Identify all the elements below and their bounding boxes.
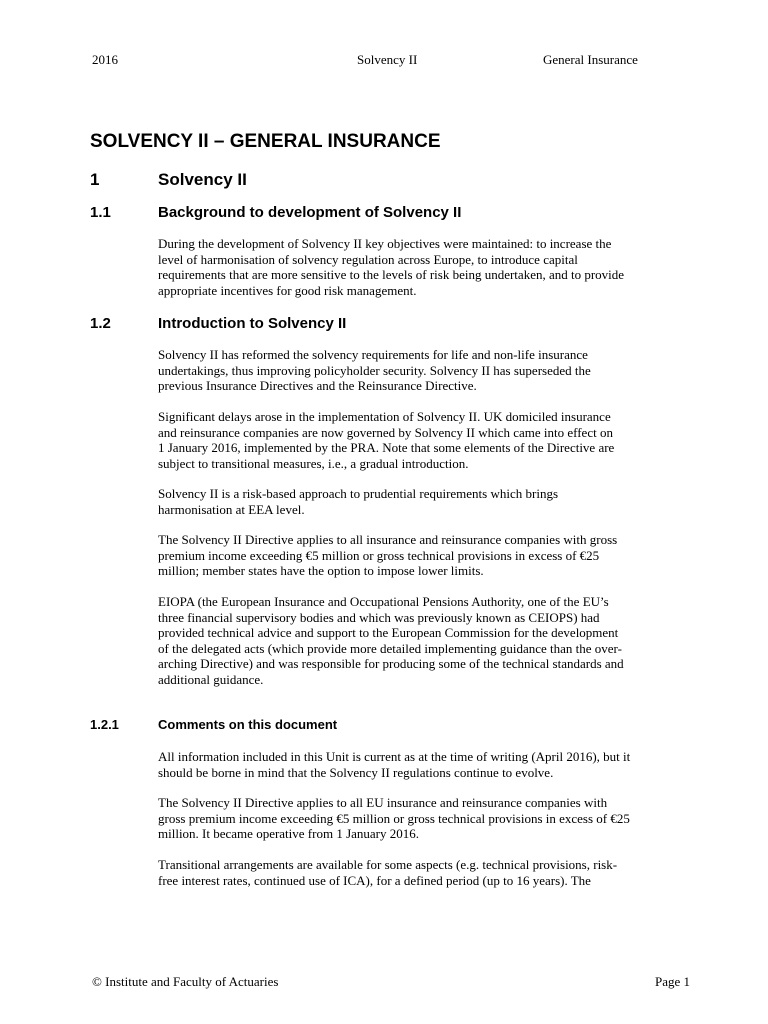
text-line: appropriate incentives for good risk management. <box>158 282 417 298</box>
text-line: Significant delays arose in the implementation of Solvency II. UK domiciled insurance <box>158 409 611 424</box>
text-line: undertakings, thus improving policyholder security. Solvency II has superseded the <box>158 362 591 378</box>
text-line: subject to transitional measures, i.e., a gradual introduction. <box>158 455 469 471</box>
text-line: premium income exceeding €5 million or gross technical provisions in excess of €25 <box>158 547 600 563</box>
text-line: EIOPA (the European Insurance and Occupational Pensions Authority, one of the EU’s <box>158 594 609 609</box>
text-line: gross premium income exceeding €5 million or gross technical provisions in excess of €25 <box>158 810 630 826</box>
section-number: 1.1 <box>90 204 111 221</box>
text-line: level of harmonisation of solvency regulation across Europe, to introduce capital <box>158 251 578 267</box>
header-subject: Solvency II <box>357 52 418 67</box>
section-number: 1.2 <box>90 315 111 332</box>
page-number: Page 1 <box>655 974 691 989</box>
paragraph-intro <box>158 347 678 394</box>
paragraph-transitional <box>158 857 678 888</box>
header-year: 2016 <box>92 52 118 67</box>
text-line: should be borne in mind that the Solvency II regulations continue to evolve. <box>158 764 554 780</box>
text-line: Transitional arrangements are available for some aspects (e.g. technical provisions, risk- <box>158 857 618 872</box>
text-line: provided technical advice and support to the European Commission for the development <box>158 625 619 641</box>
paragraph-risk-based <box>158 486 678 517</box>
header-category: General Insurance <box>543 52 638 67</box>
paragraph-eiopa <box>158 594 678 688</box>
text-line: All information included in this Unit is current as at the time of writing (April 2016), but it <box>158 749 631 764</box>
text-line: additional guidance. <box>158 671 264 687</box>
section-title: Introduction to Solvency II <box>158 315 347 332</box>
text-line: 1 January 2016, implemented by the PRA. Note that some elements of the Directive are <box>158 440 615 456</box>
paragraph-directive-scope <box>158 532 678 579</box>
document-title: SOLVENCY II – GENERAL INSURANCE <box>90 131 441 152</box>
section-number: 1.2.1 <box>90 717 119 732</box>
text-line: arching Directive) and was responsible for producing some of the technical standards and <box>158 656 624 672</box>
section-title: Background to development of Solvency II <box>158 204 462 221</box>
page-header <box>0 52 768 70</box>
footer-copyright: © Institute and Faculty of Actuaries <box>92 974 279 989</box>
text-line: Solvency II is a risk-based approach to prudential requirements which brings <box>158 486 558 501</box>
text-line: and reinsurance companies are now governed by Solvency II which came into effect on <box>158 424 613 440</box>
text-line: three financial supervisory bodies and which was previously known as CEIOPS) had <box>158 609 600 625</box>
text-line: million; member states have the option to impose lower limits. <box>158 563 484 579</box>
paragraph-delays <box>158 409 678 471</box>
text-line: Solvency II has reformed the solvency requirements for life and non-life insurance <box>158 347 588 362</box>
paragraph-operative <box>158 795 678 842</box>
text-line: requirements that are more sensitive to the levels of risk being undertaken, and to provide <box>158 267 625 283</box>
text-line: During the development of Solvency II key objectives were maintained: to increase the <box>158 236 612 251</box>
text-line: of the delegated acts (which provide more detailed implementing guidance than the over- <box>158 640 622 656</box>
text-line: free interest rates, continued use of ICA), for a defined period (up to 16 years). The <box>158 872 591 888</box>
text-line: harmonisation at EEA level. <box>158 501 305 517</box>
section-number: 1 <box>90 170 100 189</box>
text-line: The Solvency II Directive applies to all insurance and reinsurance companies with gross <box>158 532 618 547</box>
section-title: Comments on this document <box>158 717 338 732</box>
text-line: previous Insurance Directives and the Reinsurance Directive. <box>158 378 477 394</box>
text-line: million. It became operative from 1 January 2016. <box>158 826 420 842</box>
paragraph-background <box>158 236 678 298</box>
text-line: The Solvency II Directive applies to all EU insurance and reinsurance companies with <box>158 795 608 810</box>
section-title: Solvency II <box>158 170 247 189</box>
paragraph-current-info <box>158 749 678 780</box>
